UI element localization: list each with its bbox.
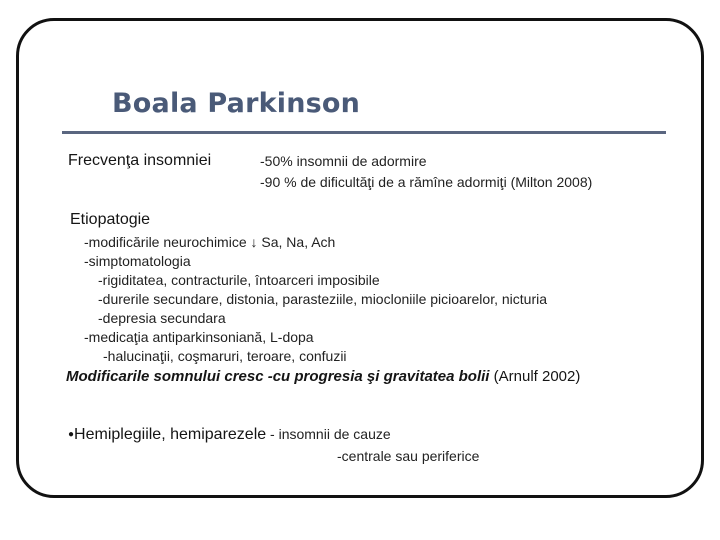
modificarile-bold: Modificarile somnului cresc -cu progresia şi gravitatea bolii <box>66 368 490 385</box>
hemi-text-1: - insomnii de cauze <box>266 426 391 442</box>
etio-depresia: -depresia secundara <box>98 310 226 326</box>
frecventa-label: Frecvenţa insomniei <box>68 152 212 169</box>
title-underline <box>62 131 666 134</box>
hemi-label: Hemiplegiile, hemiparezele <box>74 426 267 443</box>
modificarile-somnului <box>66 368 580 385</box>
bullet-icon: ● <box>68 429 75 440</box>
etio-halucinatii: -halucinaţii, coşmaruri, teroare, confuzii <box>103 348 347 364</box>
modificarile-ref: (Arnulf 2002) <box>489 368 581 385</box>
etio-rigiditatea: -rigiditatea, contracturile, întoarceri imposibile <box>98 272 380 288</box>
frecventa-line-1: -50% insomnii de adormire <box>260 153 427 169</box>
etio-simptomatologia: -simptomatologia <box>84 253 191 269</box>
hemi-text-2: -centrale sau periferice <box>337 448 480 464</box>
neuro-prefix: -modificările neurochimice <box>84 234 251 250</box>
etio-medicatia: -medicaţia antiparkinsoniană, L-dopa <box>84 329 314 345</box>
etio-durerile: -durerile secundare, distonia, parasteziile, miocloniile picioarelor, nicturia <box>98 291 547 307</box>
neuro-suffix: Sa, Na, Ach <box>257 234 336 250</box>
etiopatogie-heading: Etiopatogie <box>70 211 151 228</box>
arrow-down-icon: ↓ <box>250 234 258 250</box>
slide-title: Boala Parkinson <box>112 88 361 119</box>
frecventa-line-2: -90 % de dificultăţi de a rămîne adormiţi (Milton 2008) <box>260 174 593 190</box>
etio-neurochimice <box>84 234 335 250</box>
hemi-line-1 <box>68 426 391 444</box>
